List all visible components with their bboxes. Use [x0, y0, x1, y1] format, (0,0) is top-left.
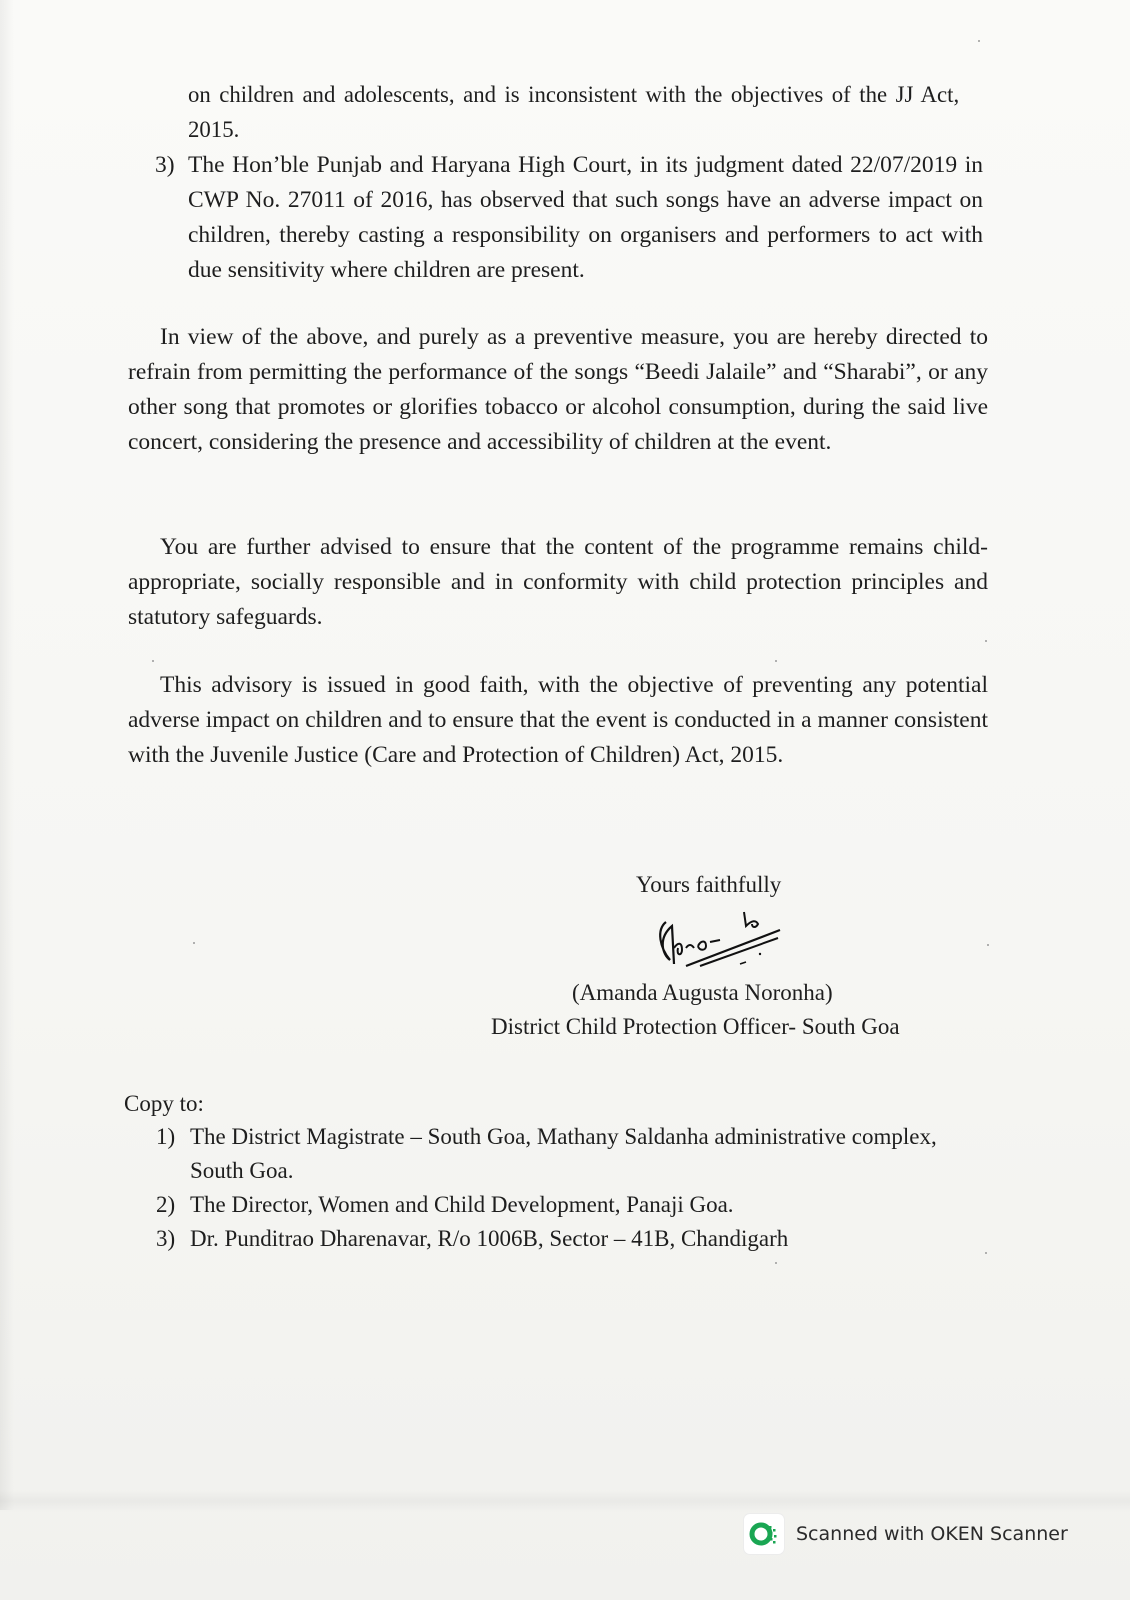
copy-to-label: Copy to:: [124, 1091, 204, 1116]
signatory-name: (Amanda Augusta Noronha): [572, 980, 833, 1005]
list-item-continuation: [188, 78, 959, 148]
paragraph-text: This advisory is issued in good faith, with the objective of preventing any potential adverse impact on children and to ensure that the event is conducted in a manner consistent with the Juvenile Justice (Care and Protection of Children) Act, 2015.: [128, 672, 988, 768]
scan-speck: [985, 640, 987, 642]
paragraph-directive: [128, 320, 988, 460]
copy-to-list: [156, 1120, 956, 1256]
paragraph-text: You are further advised to ensure that the content of the programme remains child-appropriate, socially responsible and in conformity with child protection principles and statutory safeguards.: [128, 534, 988, 630]
copy-to-item-text: Dr. Punditrao Dharenavar, R/o 1006B, Sector – 41B, Chandigarh: [190, 1226, 789, 1251]
scan-speck: [775, 1262, 777, 1264]
copy-to-item-number: 1): [156, 1124, 176, 1149]
scan-speck: [775, 660, 777, 662]
scan-speck: [152, 660, 154, 662]
oken-scanner-logo-icon: [744, 1514, 784, 1554]
copy-to-item: [156, 1188, 956, 1222]
item-2-continuation-text: on children and adolescents, and is inconsistent with the objectives of the JJ Act, 2015.: [188, 82, 960, 143]
list-item-number: 3): [155, 152, 175, 178]
copy-to-item-number: 3): [156, 1226, 176, 1251]
scan-speck: [193, 942, 195, 944]
copy-to-item-text: The Director, Women and Child Development, Panaji Goa.: [190, 1192, 734, 1217]
scan-speck: [978, 40, 980, 42]
page-edge-shadow: [0, 0, 14, 1510]
handwritten-signature-icon: [652, 908, 782, 970]
copy-to-item-text: The District Magistrate – South Goa, Mathany Saldanha administrative complex, South Goa.: [190, 1124, 937, 1183]
court-judgment-text: The Hon’ble Punjab and Haryana High Court, in its judgment dated 22/07/2019 in CWP No. 27011 of 2016, has observed that such songs have an adverse impact on children, thereby casting a responsibility on organisers and performers to act with due sensitivity where children are present.: [188, 152, 983, 283]
copy-to-item: [156, 1222, 956, 1256]
paragraph-good-faith: [128, 668, 988, 773]
paragraph-text: In view of the above, and purely as a preventive measure, you are hereby directed to refrain from permitting the performance of the songs “Beedi Jalaile” and “Sharabi”, or any other song that promotes or glorifies tobacco or alcohol consumption, during the said live concert, considering the presence and accessibility of children at the event.: [128, 324, 988, 455]
scanner-watermark-text: Scanned with OKEN Scanner: [796, 1523, 1068, 1545]
scan-bottom-shade: [0, 1490, 1130, 1512]
closing-salutation: Yours faithfully: [636, 872, 782, 897]
list-item-court-judgment: [188, 148, 983, 288]
scanner-watermark: [744, 1514, 1068, 1554]
copy-to-item-number: 2): [156, 1192, 176, 1217]
signatory-designation: District Child Protection Officer- South Goa: [491, 1014, 900, 1039]
copy-to-item: [156, 1120, 956, 1188]
scan-speck: [985, 1252, 987, 1254]
paragraph-advice: [128, 530, 988, 635]
scan-speck: [987, 944, 989, 946]
